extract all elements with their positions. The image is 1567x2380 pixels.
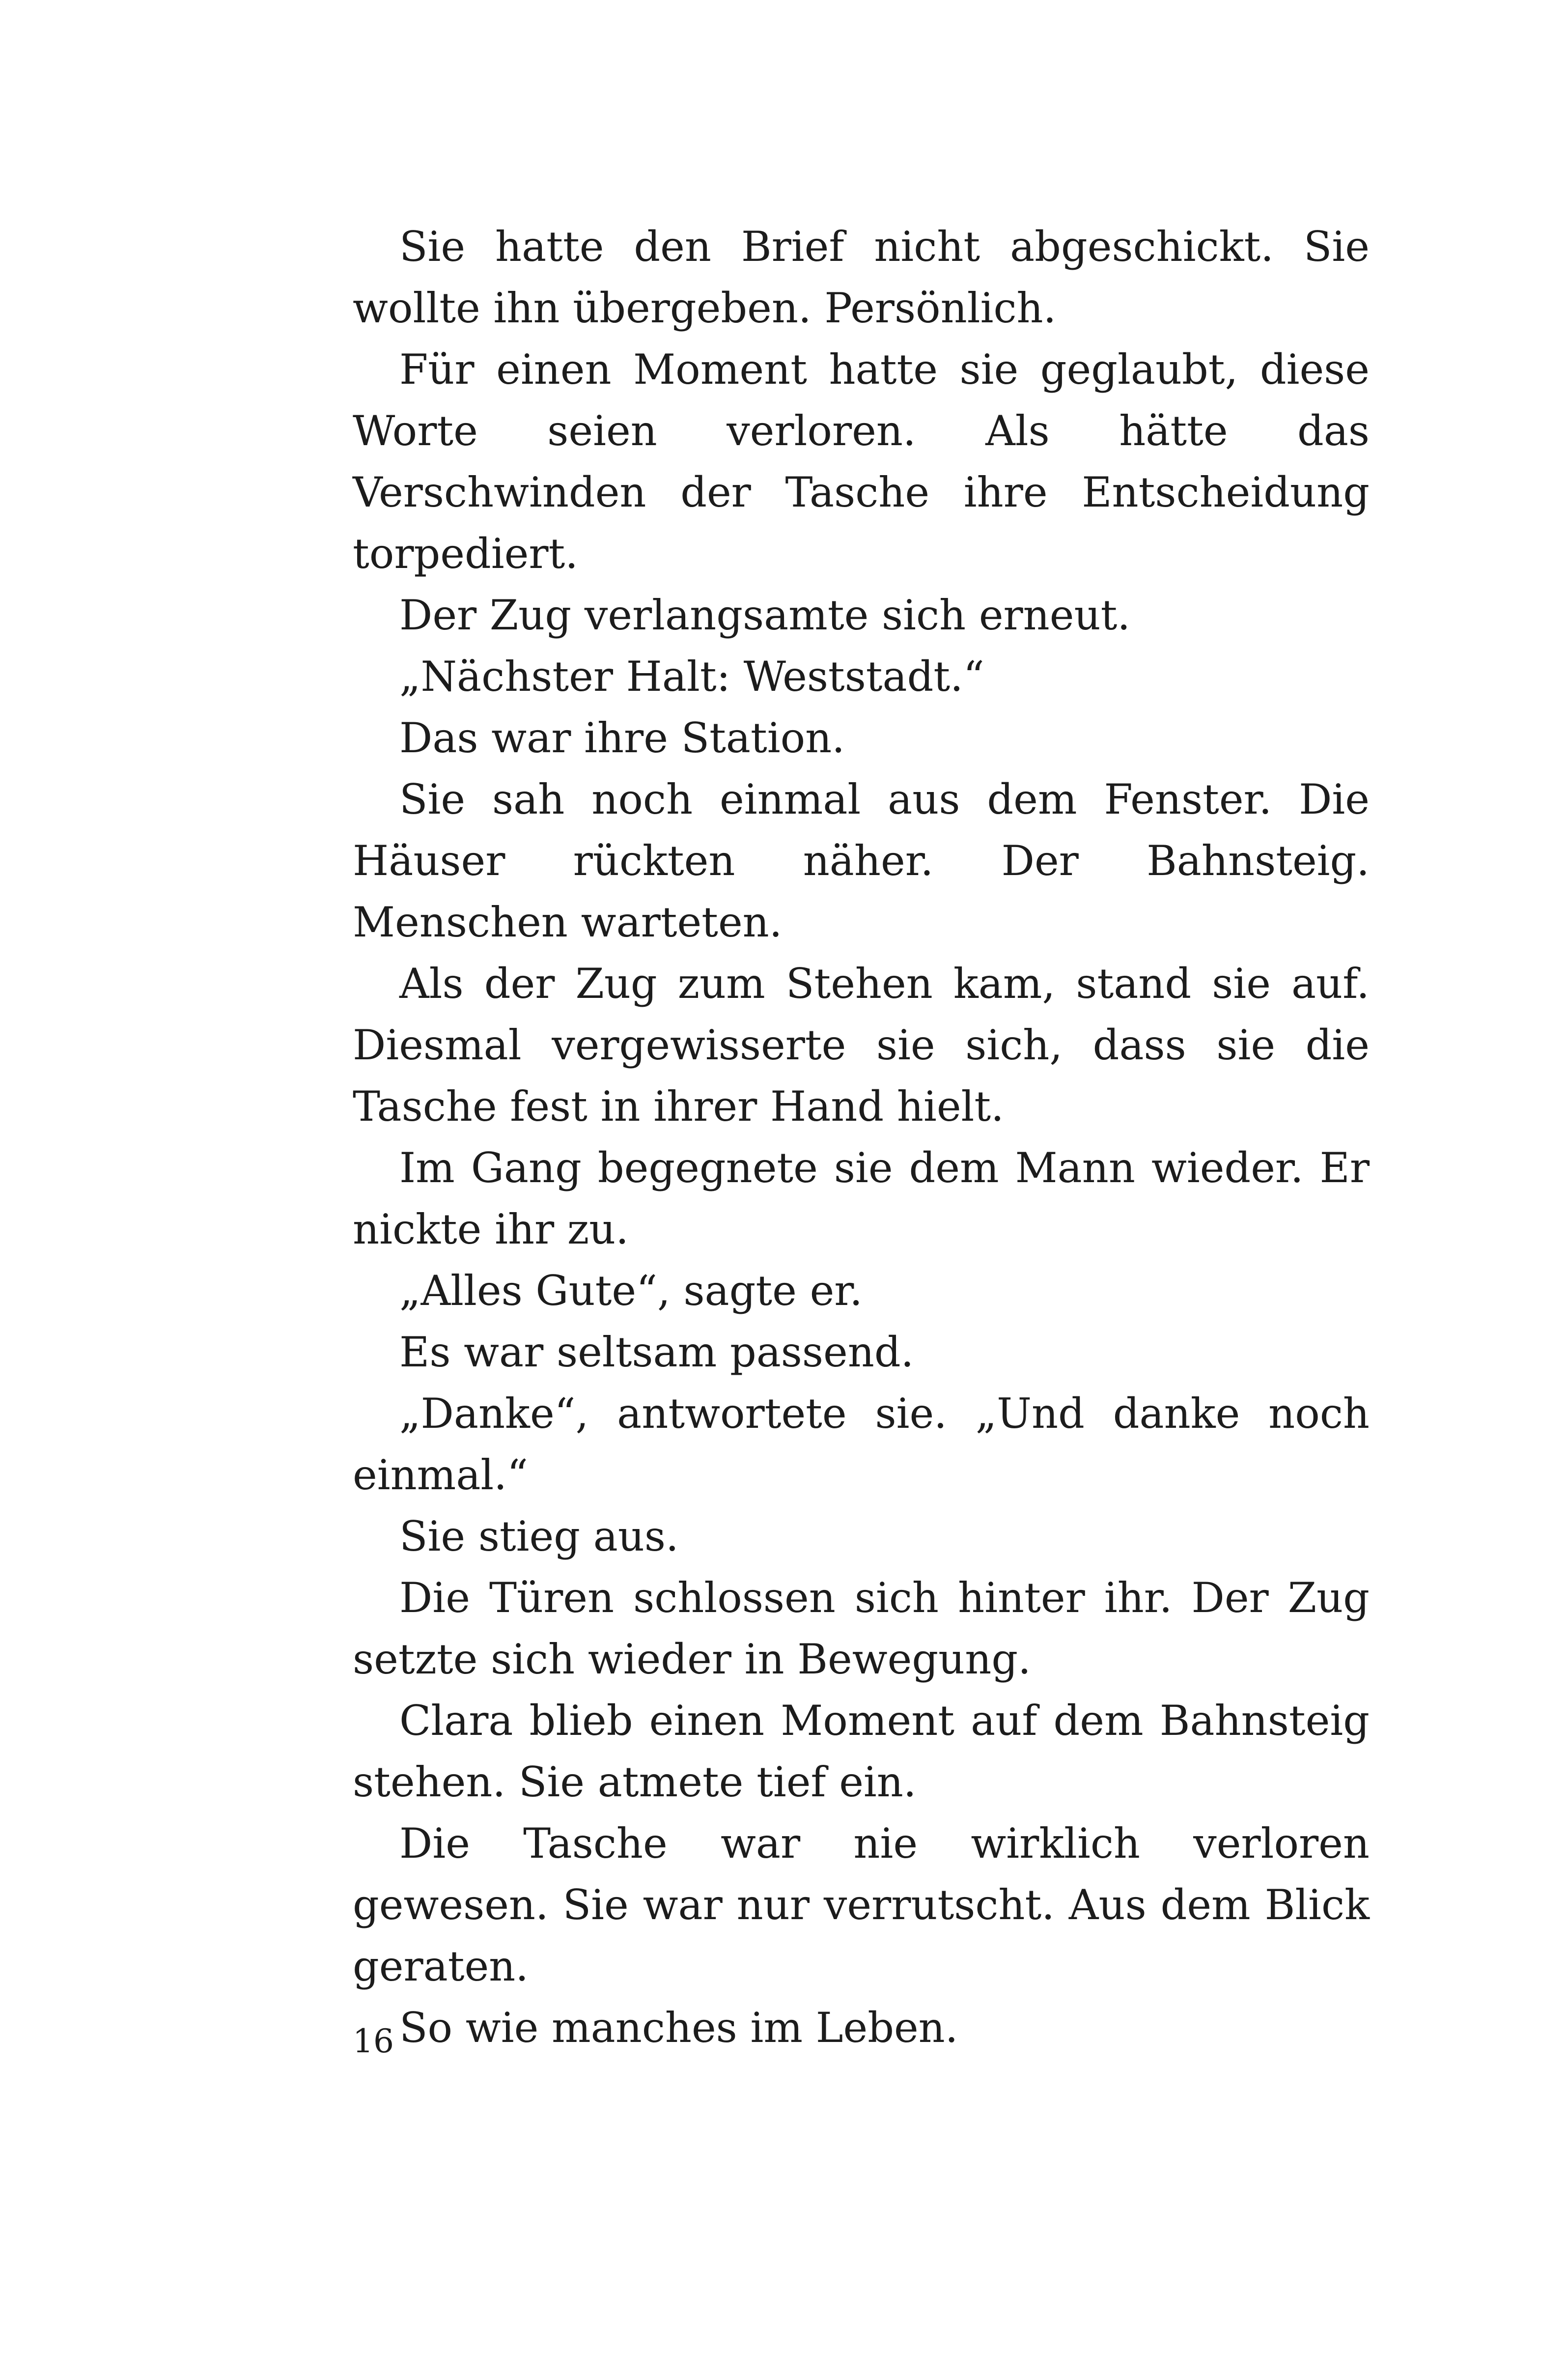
paragraph: Der Zug verlangsamte sich erneut. bbox=[399, 591, 1131, 639]
paragraph: Im Gang begegnete sie dem Mann wieder. Er nickte ihr zu. bbox=[353, 1144, 1370, 1253]
paragraph: Als der Zug zum Stehen kam, stand sie auf. Diesmal vergewisserte sie sich, dass sie die Tasche fest in ihrer Hand hielt. bbox=[353, 960, 1370, 1131]
paragraph: „Alles Gute“, sagte er. bbox=[399, 1267, 863, 1315]
paragraph: Sie hatte den Brief nicht abgeschickt. Sie wollte ihn übergeben. Persönlich. bbox=[353, 223, 1370, 332]
paragraph: So wie manches im Leben. bbox=[399, 2004, 958, 2052]
paragraph: Die Türen schlossen sich hinter ihr. Der Zug setzte sich wieder in Bewegung. bbox=[353, 1574, 1370, 1683]
paragraph: Es war seltsam passend. bbox=[399, 1328, 914, 1376]
paragraph: Sie sah noch einmal aus dem Fenster. Die Häuser rückten näher. Der Bahnsteig. Menschen warteten. bbox=[353, 775, 1370, 946]
paragraph: Sie stieg aus. bbox=[399, 1512, 679, 1560]
page-number: 16 bbox=[353, 2022, 394, 2060]
paragraph: Das war ihre Station. bbox=[399, 714, 845, 762]
paragraph: Die Tasche war nie wirklich verloren gewesen. Sie war nur verrutscht. Aus dem Blick geraten. bbox=[353, 1819, 1370, 1990]
body-text bbox=[353, 216, 1370, 2059]
paragraph: Für einen Moment hatte sie geglaubt, diese Worte seien verloren. Als hätte das Verschwinden der Tasche ihre Entscheidung torpediert. bbox=[353, 345, 1370, 578]
paragraph: Clara blieb einen Moment auf dem Bahnsteig stehen. Sie atmete tief ein. bbox=[353, 1697, 1370, 1806]
paragraph: „Danke“, antwortete sie. „Und danke noch einmal.“ bbox=[353, 1389, 1370, 1499]
paragraph: „Nächster Halt: Weststadt.“ bbox=[399, 652, 984, 701]
